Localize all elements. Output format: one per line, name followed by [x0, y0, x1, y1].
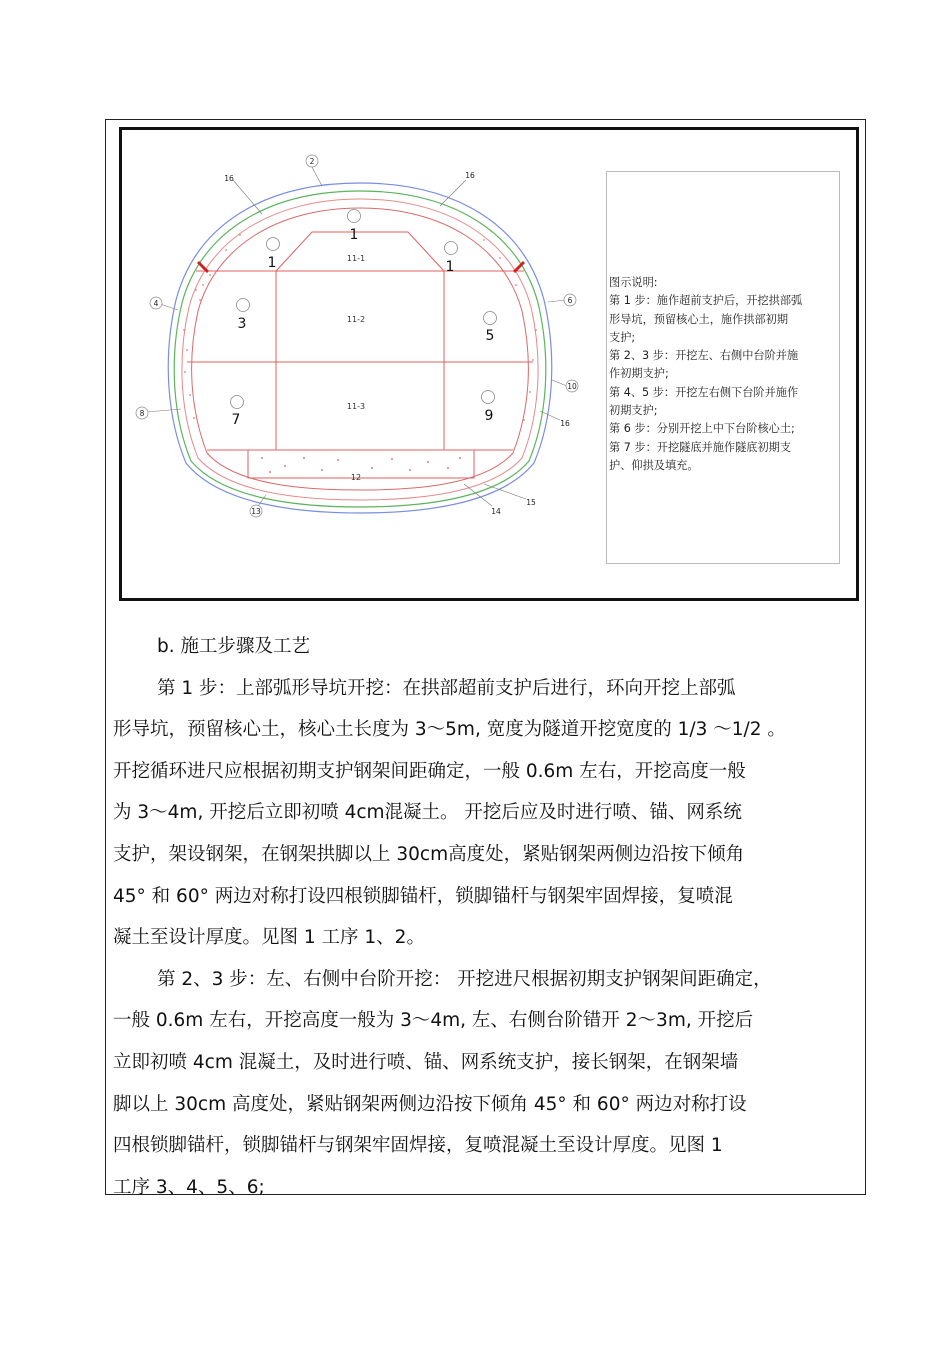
paragraph-line: 凝土至设计厚度。见图 1 工序 1、2。	[113, 927, 425, 949]
primary-support-line	[174, 191, 546, 507]
tunnel-cross-section-diagram	[122, 130, 602, 530]
callout-leaders	[147, 167, 567, 506]
callout-16-lower: 16	[560, 419, 570, 428]
paragraph-line: 支护，架设钢架，在钢架拱脚以上 30cm高度处，紧贴钢架两侧边沿按下倾角	[113, 843, 745, 865]
step-label-1c: 1	[445, 259, 455, 275]
callout-16-left: 16	[224, 174, 234, 183]
legend-line: 支护;	[609, 330, 636, 344]
legend-line: 第 2、3 步：开挖左、右侧中台阶并施	[609, 349, 799, 363]
paragraph-line: 45° 和 60° 两边对称打设四根锁脚锚杆，锁脚锚杆与钢架牢固焊接，复喷混	[113, 885, 733, 907]
zone-label-11-3: 11-3	[346, 402, 366, 411]
callout-10: 10	[567, 382, 577, 391]
step-label-1a: 1	[349, 227, 359, 243]
zone-label-11-2: 11-2	[346, 315, 366, 324]
paragraph-line: 脚以上 30cm 高度处，紧贴钢架两侧边沿按下倾角 45° 和 60° 两边对称打设	[113, 1093, 747, 1115]
paragraph-line: 四根锁脚锚杆，锁脚锚杆与钢架牢固焊接，复喷混凝土至设计厚度。见图 1	[113, 1135, 723, 1157]
excavation-boundary-line	[192, 208, 529, 490]
callout-4: 4	[153, 299, 159, 308]
paragraph-line: 一般 0.6m 左右，开挖高度一般为 3～4m, 左、右侧台阶错开 2～3m, 开挖后	[113, 1010, 754, 1032]
callout-13: 13	[251, 507, 261, 516]
step-label-5: 5	[485, 328, 495, 344]
step-label-1b: 1	[267, 255, 277, 271]
legend-line: 作初期支护;	[609, 367, 669, 381]
legend-line: 第 6 步：分别开挖上中下台阶核心土;	[609, 422, 795, 436]
paragraph-line: 立即初喷 4cm 混凝土，及时进行喷、锚、网系统支护，接长钢架，在钢架墙	[113, 1051, 739, 1073]
step-markers	[231, 210, 497, 409]
paragraph-line: 第 1 步：上部弧形导坑开挖：在拱部超前支护后进行，环向开挖上部弧	[157, 677, 736, 699]
step-label-3: 3	[237, 316, 247, 332]
callout-15: 15	[526, 498, 536, 507]
callout-8: 8	[139, 409, 145, 418]
legend-line: 初期支护;	[609, 404, 658, 418]
legend-line: 形导坑，预留核心土，施作拱部初期	[609, 312, 789, 326]
paragraph-line: 工序 3、4、5、6;	[113, 1176, 265, 1198]
paragraph-line: 开挖循环进尺应根据初期支护钢架间距确定，一般 0.6m 左右，开挖高度一般	[113, 760, 746, 782]
zone-label-11-1: 11-1	[346, 254, 366, 263]
legend-text	[609, 274, 837, 475]
section-title: b. 施工步骤及工艺	[157, 636, 311, 657]
body-text	[113, 626, 861, 1208]
step-label-7: 7	[231, 412, 241, 428]
secondary-lining-line	[182, 199, 538, 500]
callout-14: 14	[491, 507, 501, 516]
callout-6: 6	[567, 296, 573, 305]
legend-line: 第 7 步：开挖隧底并施作隧底初期支	[609, 440, 792, 454]
callout-2: 2	[309, 157, 315, 166]
paragraph-line: 形导坑，预留核心土，核心土长度为 3～5m, 宽度为隧道开挖宽度的 1/3 ～1/2 。	[113, 719, 786, 741]
invert-fill-speckles	[261, 457, 461, 473]
paragraph-line: 第 2、3 步：左、右侧中台阶开挖： 开挖进尺根据初期支护钢架间距确定，	[157, 968, 772, 990]
callout-16-right: 16	[465, 171, 475, 180]
legend-line: 第 4、5 步：开挖左右侧下台阶并施作	[609, 385, 799, 399]
paragraph-line: 为 3～4m, 开挖后立即初喷 4cm混凝土。 开挖后应及时进行喷、锚、网系统	[113, 802, 742, 824]
step-label-9: 9	[484, 408, 494, 424]
legend-line: 图示说明:	[609, 276, 658, 289]
excavation-partitions	[187, 232, 533, 478]
zone-label-12: 12	[350, 473, 362, 482]
legend-line: 护、仰拱及填充。	[609, 458, 699, 472]
legend-line: 第 1 步：施作超前支护后，开挖拱部弧	[609, 294, 803, 308]
